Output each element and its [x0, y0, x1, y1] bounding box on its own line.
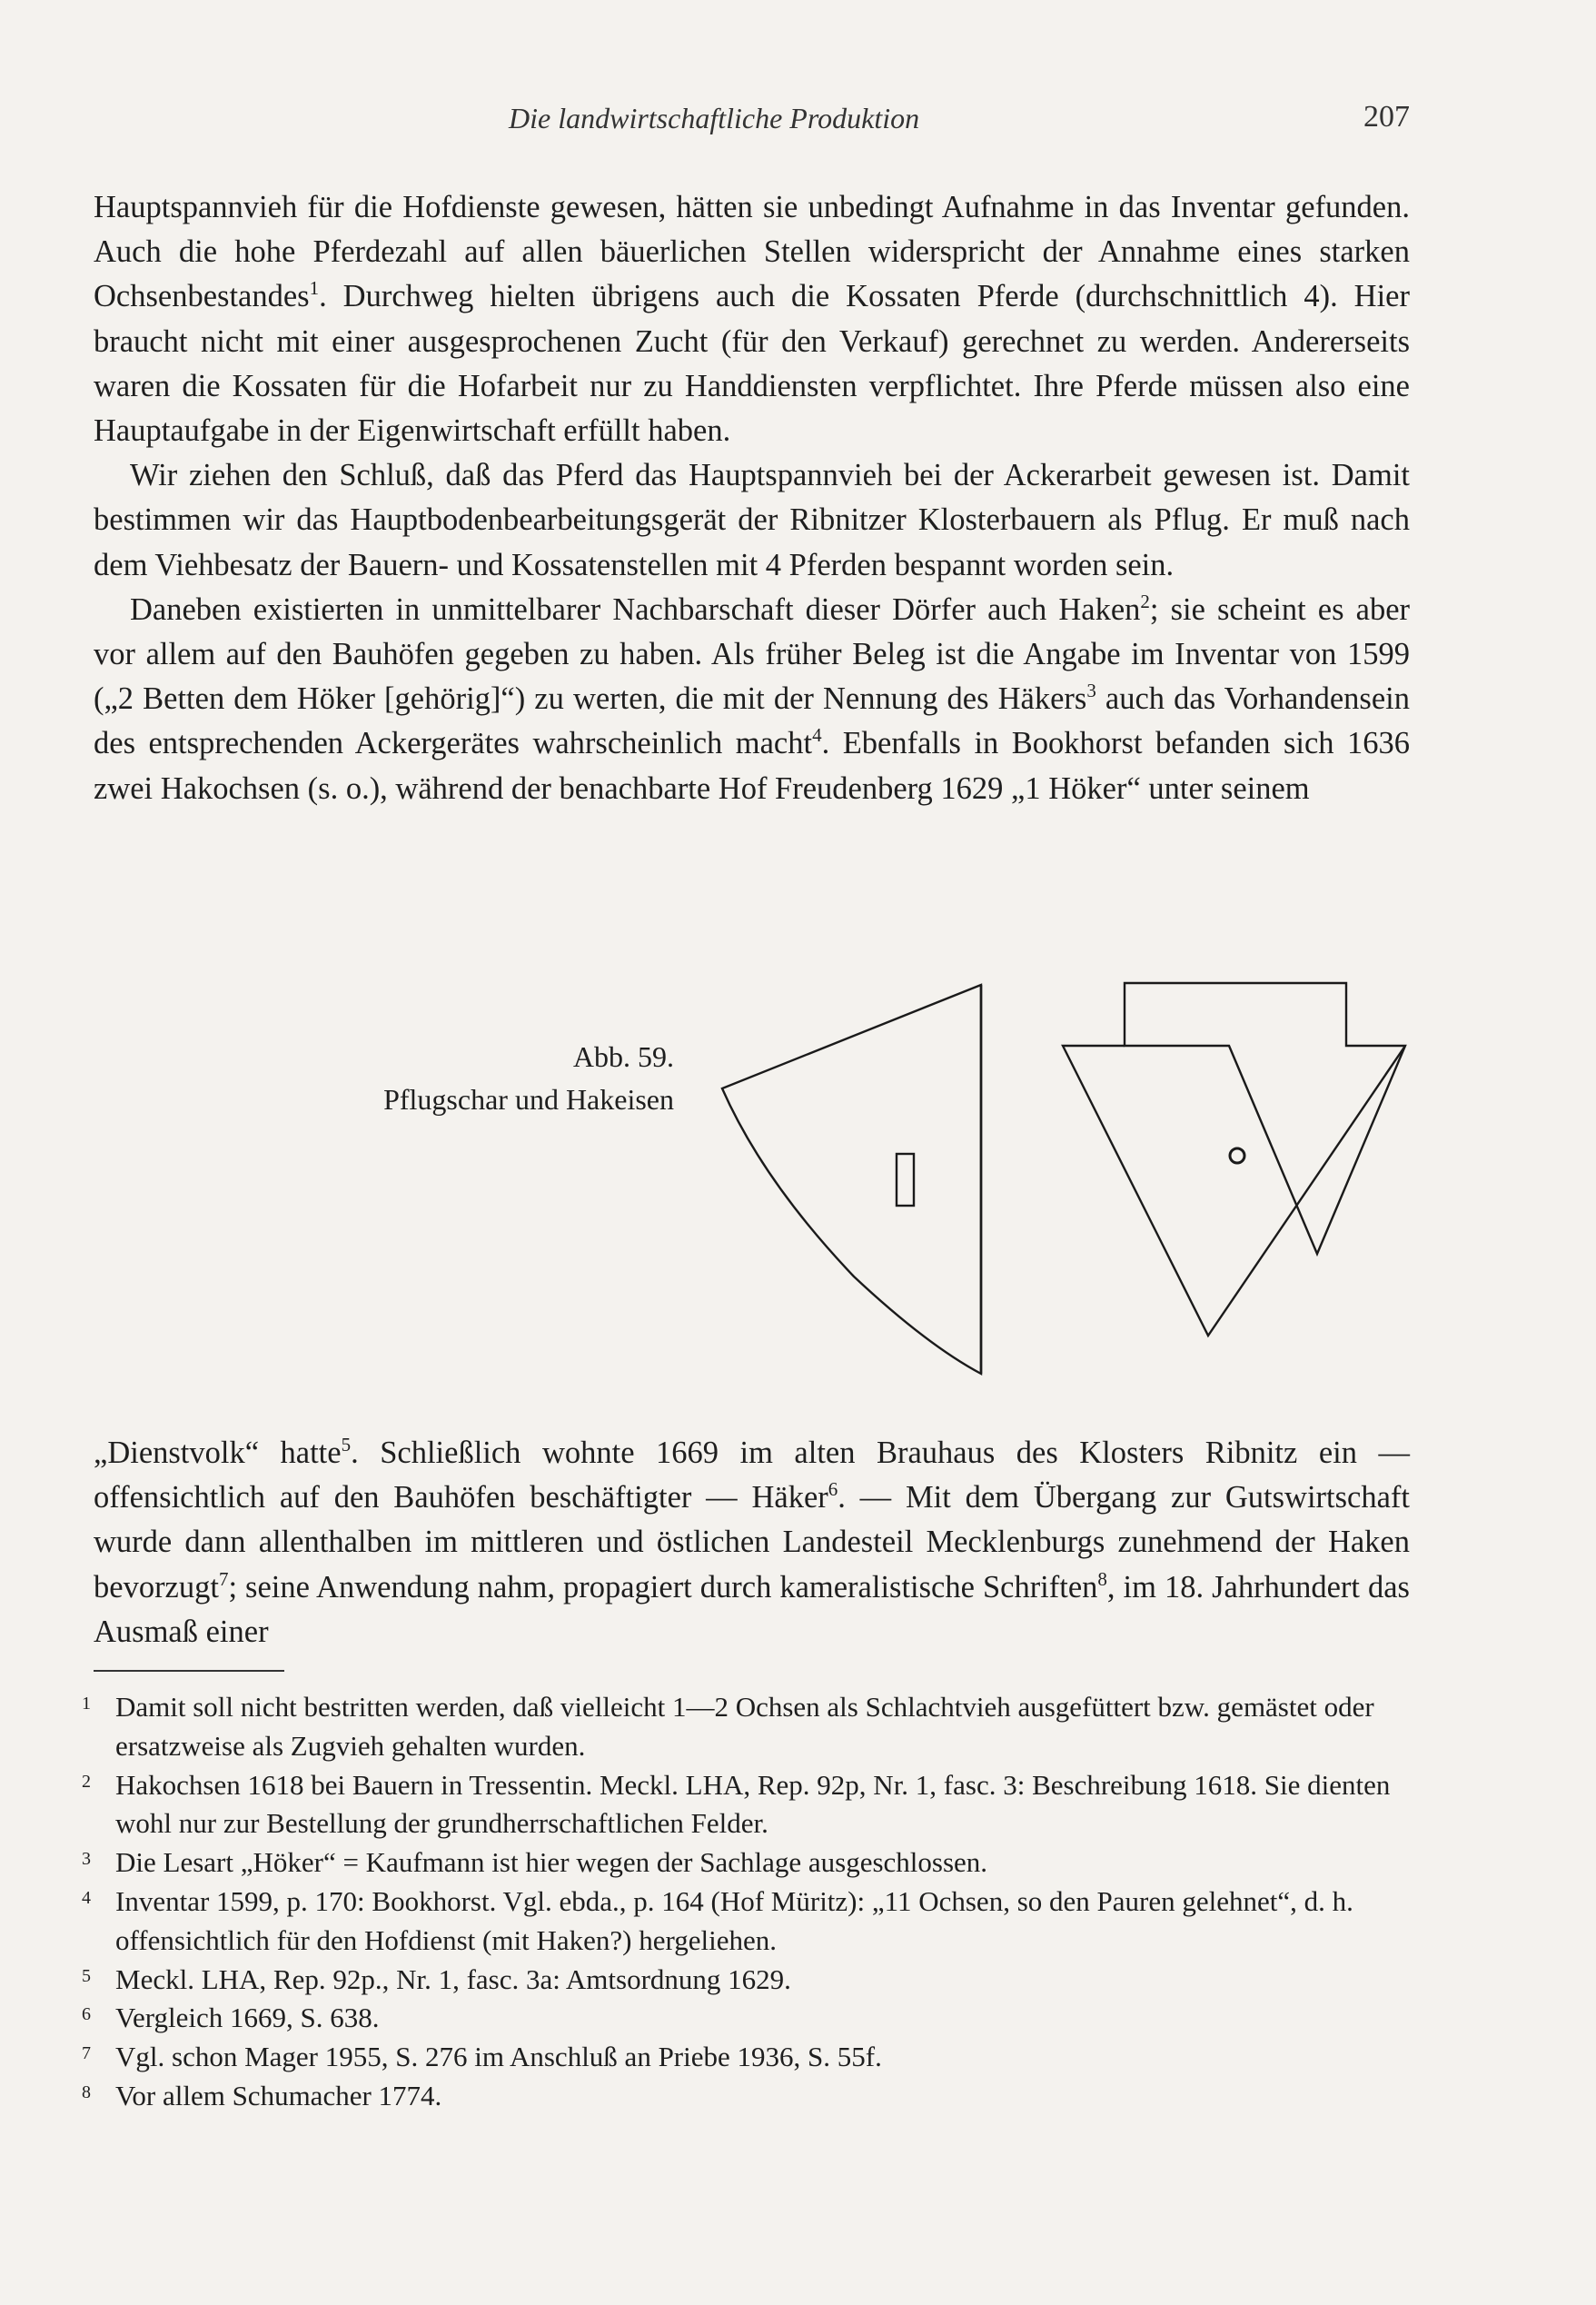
paragraph	[94, 185, 1410, 453]
paragraph-text: ; seine Anwendung nahm, propagiert durch kameralistische Schriften	[228, 1569, 1098, 1605]
hook-iron-drawing	[1063, 983, 1405, 1336]
body-text-bottom	[94, 1431, 1410, 1654]
footnote-text: Vor allem Schumacher 1774.	[115, 2079, 442, 2111]
paragraph-text: Wir ziehen den Schluß, daß das Pferd das Hauptspannvieh bei der Ackerarbeit gewesen ist. Damit bestimmen wir das Hauptbodenbearbeitungsgerät der Ribnitzer Klosterbauern als Pflug. Er muß nach dem Viehbesatz der Bauern- und Kossatenstellen mit 4 Pferden bespannt worden sein.	[94, 458, 1410, 582]
ploughshare-slot	[897, 1154, 914, 1206]
paragraph	[94, 1431, 1410, 1654]
footnote-reference[interactable]: 8	[1097, 1567, 1107, 1590]
footnote-reference[interactable]: 2	[1140, 590, 1150, 612]
footnote-text: Die Lesart „Höker“ = Kaufmann ist hier wegen der Sachlage ausgeschlossen.	[115, 1846, 988, 1879]
footnote-item	[82, 1999, 1410, 2038]
paragraph-text: ; sie scheint es aber vor allem auf den Bauhöfen gegeben zu haben. Als früher Beleg ist die Angabe im Inventar von 1599 („2 Betten dem Höker [gehörig]“) zu werten, die mit der Nennung des Häkers	[94, 591, 1410, 717]
footnote-number: 7	[82, 2043, 91, 2064]
footnote-number: 1	[82, 1694, 91, 1714]
footnote-item	[82, 1883, 1410, 1961]
footnote-item	[82, 1766, 1410, 1844]
footnote-number: 6	[82, 2004, 91, 2025]
paragraph	[94, 453, 1410, 588]
running-title: Die landwirtschaftliche Produktion	[509, 102, 920, 134]
footnote-number: 8	[82, 2081, 91, 2102]
footnote-text: Vgl. schon Mager 1955, S. 276 im Anschluß an Priebe 1936, S. 55f.	[115, 2041, 882, 2073]
figure-caption-text: Pflugschar und Hakeisen	[383, 1083, 674, 1116]
paragraph-text: . Schließlich wohnte 1669 im alten Brauhaus des Klosters Ribnitz ein — offensichtlich auf den Bauhöfen beschäftigter — Häker	[94, 1436, 1410, 1515]
footnote-item	[82, 2077, 1410, 2116]
ploughshare-drawing	[722, 985, 981, 1374]
footnote-item	[82, 1961, 1410, 2000]
paragraph	[94, 588, 1410, 811]
footnote-reference[interactable]: 6	[828, 1478, 838, 1501]
footnote-text: Hakochsen 1618 bei Bauern in Tressentin. Meckl. LHA, Rep. 92p, Nr. 1, fasc. 3: Beschreibung 1618. Sie dienten wohl nur zur Bestellung der grundherrschaftlichen Felder.	[115, 1768, 1391, 1840]
footnote-item	[82, 2038, 1410, 2077]
footnote-number: 3	[82, 1849, 91, 1870]
paragraph-text: . Ebenfalls in Bookhorst befanden sich 1636 zwei Hakochsen (s. o.), während der benachbarte Hof Freudenberg 1629 „1 Höker“ unter seinem	[94, 726, 1411, 806]
paragraph-text: „Dienstvolk“ hatte	[94, 1436, 342, 1470]
footnote-reference[interactable]: 4	[812, 724, 822, 747]
body-text-top	[94, 185, 1410, 811]
footnote-text: Meckl. LHA, Rep. 92p., Nr. 1, fasc. 3a: Amtsordnung 1629.	[115, 1962, 791, 1995]
footnote-number: 2	[82, 1771, 91, 1792]
footnote-text: Damit soll nicht bestritten werden, daß vielleicht 1—2 Ochsen als Schlachtvieh ausgefüttert bzw. gemästet oder ersatzweise als Zugvieh gehalten wurden.	[115, 1691, 1374, 1762]
footnote-text: Vergleich 1669, S. 638.	[115, 2002, 380, 2034]
paragraph-text: Daneben existierten in unmittelbarer Nachbarschaft dieser Dörfer auch Haken	[130, 591, 1141, 627]
footnote-text: Inventar 1599, p. 170: Bookhorst. Vgl. ebda., p. 164 (Hof Müritz): „11 Ochsen, so den Pauren gelehnet“, d. h. offensichtlich für den Hofdienst (mit Haken?) hergeliehen.	[115, 1884, 1353, 1956]
footnote-reference[interactable]: 5	[341, 1434, 352, 1456]
paragraph-text: Hauptspannvieh für die Hofdienste gewesen, hätten sie unbedingt Aufnahme in das Inventar gefunden. Auch die hohe Pferdezahl auf allen bäuerlichen Stellen widerspricht der Annahme eines starken Ochsenbestandes	[94, 190, 1410, 314]
paragraph-text: , im 18. Jahrhundert das Ausmaß einer	[94, 1569, 1410, 1649]
footnote-number: 5	[82, 1965, 91, 1986]
paragraph-text: auch das Vorhandensein des entsprechenden Ackergerätes wahrscheinlich macht	[94, 681, 1410, 761]
hook-iron-hole	[1230, 1148, 1244, 1163]
figure-illustration	[709, 963, 1417, 1381]
footnotes	[82, 1688, 1410, 2116]
paragraph-text: . — Mit dem Übergang zur Gutswirtschaft wurde dann allenthalben im mittleren und östlichen Landesteil Mecklenburgs zunehmend der Haken bevorzugt	[94, 1480, 1410, 1605]
footnote-reference[interactable]: 7	[218, 1567, 229, 1590]
footnote-item	[82, 1688, 1410, 1766]
figure-caption	[236, 1036, 674, 1121]
footnote-reference[interactable]: 3	[1086, 680, 1096, 702]
footnote-item	[82, 1843, 1410, 1883]
page-number: 207	[1363, 100, 1410, 134]
paragraph-text: . Durchweg hielten übrigens auch die Kossaten Pferde (durchschnittlich 4). Hier braucht nicht mit einer ausgesprochenen Zucht (für den Verkauf) gerechnet zu werden. Andererseits waren die Kossaten für die Hofarbeit nur zu Handdiensten verpflichtet. Ihre Pferde müssen also eine Hauptaufgabe in der Eigenwirtschaft erfüllt haben.	[94, 279, 1410, 449]
figure-label: Abb. 59.	[572, 1040, 674, 1073]
footnote-rule	[94, 1670, 284, 1672]
footnote-number: 4	[82, 1887, 91, 1908]
footnote-reference[interactable]: 1	[309, 277, 320, 300]
